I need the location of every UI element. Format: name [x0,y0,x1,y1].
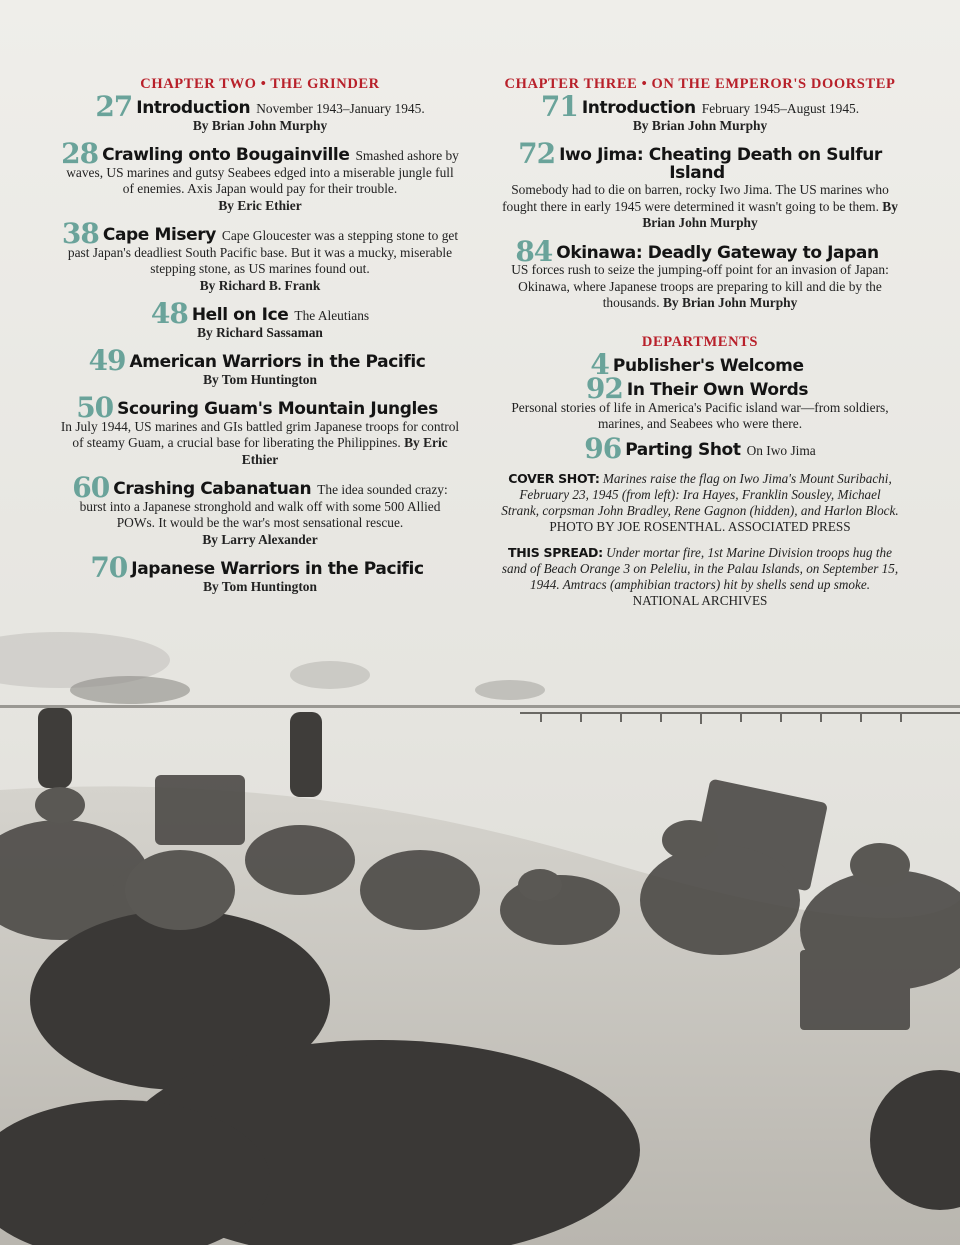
this-spread-credit [500,545,900,609]
entry-author: By Brian John Murphy [192,117,328,133]
entry-title: Japanese Warriors in the Pacific [131,559,424,579]
department-entry[interactable] [500,372,900,433]
entry-title: Crawling onto Bougainville [102,145,350,165]
entry-description: Somebody had to die on barren, rocky Iwo Jima. The US marines who fought there in early 1945 were determined it wasn't going to be them. [502,182,889,214]
credit-label: COVER SHOT: [508,471,600,486]
entry-title: Introduction [136,98,251,118]
entry-author: By Eric Ethier [218,197,302,213]
page-number: 50 [76,391,114,424]
entry-title: Hell on Ice [191,305,289,325]
entry-title: Cape Misery [102,225,216,245]
chapter-three-column [500,76,900,609]
page-number: 72 [518,137,556,170]
page-number: 28 [61,137,99,170]
entry-author: By Larry Alexander [202,531,318,547]
entry-description: February 1945–August 1945. [701,101,860,116]
entry-description: November 1943–January 1945. [256,101,425,116]
page-number: 96 [584,431,622,465]
page-number: 38 [61,217,99,250]
entry-title: Crashing Cabanatuan [113,479,312,499]
credit-source: NATIONAL ARCHIVES [632,593,768,608]
page-number: 84 [515,234,553,268]
page-number: 71 [540,90,578,123]
page-number: 27 [95,90,133,123]
credit-source: PHOTO BY JOE ROSENTHAL. ASSOCIATED PRESS [549,519,851,534]
credit-text: Marines raise the flag on Iwo Jima's Mount Suribachi, February 23, 1945 (from left): Ira Hayes, Franklin Sousley, Michael Strank, corpsman John Bradley, Rene Gagnon (hidden), and Harlon Block. [501,471,899,518]
entry-title: Scouring Guam's Mountain Jungles [117,399,438,419]
entry-title: Publisher's Welcome [612,355,804,376]
entry-author: By Richard Sassaman [197,324,323,340]
department-entry[interactable] [500,431,900,465]
entry-description: The idea sounded crazy: burst into a Japanese stronghold and walk off with some 500 Allied POWs. It would be the war's most sensational rescue. [79,482,448,530]
entry-title: In Their Own Words [626,380,809,400]
toc-entry[interactable] [60,471,460,548]
department-entry[interactable] [500,347,900,381]
page-number: 48 [150,297,188,330]
credit-label: THIS SPREAD: [508,545,603,560]
entry-author: By Brian John Murphy [662,295,798,310]
toc-entry[interactable] [60,137,460,214]
toc-entry[interactable] [60,90,460,134]
toc-entry[interactable] [60,297,460,341]
entry-author: By Eric Ethier [241,435,448,467]
page-number: 92 [585,372,623,405]
entry-author: By Tom Huntington [203,371,317,387]
entry-title: Okinawa: Deadly Gateway to Japan [556,242,879,263]
page-number: 70 [90,551,128,584]
entry-title: American Warriors in the Pacific [129,352,426,372]
entry-description: Smashed ashore by waves, US marines and gutsy Seabees edged into a miserable jungle full of enemies. Axis Japan would pay for their trouble. [66,148,459,196]
entry-title: Parting Shot [625,439,741,460]
chapter-two-heading: CHAPTER TWO • THE GRINDER [140,76,380,92]
toc-entry[interactable] [500,137,900,232]
entry-description: The Aleutians [294,308,370,323]
entry-author: By Brian John Murphy [632,117,768,133]
entry-description: On Iwo Jima [746,442,816,458]
entry-author: By Brian John Murphy [642,198,898,230]
entry-author: By Tom Huntington [203,578,317,594]
entry-author: By Richard B. Frank [199,277,321,293]
entry-description: In July 1944, US marines and GIs battled grim Japanese troops for control of steamy Guam, a crucial base for liberating the Philippines. [60,418,460,450]
entry-title: Iwo Jima: Cheating Death on Sulfur Island [559,145,882,183]
toc-entry[interactable] [60,551,460,595]
chapter-two-column [60,76,460,607]
departments-heading: DEPARTMENTS [641,333,759,350]
entry-description: US forces rush to seize the jumping-off point for an invasion of Japan: Okinawa, where Japanese troops are preparing to kill and die by the thousands. [511,262,889,310]
toc-entry[interactable] [500,90,900,134]
chapter-three-heading: CHAPTER THREE • ON THE EMPEROR'S DOORSTEP [504,76,896,92]
entry-description: Personal stories of life in America's Pacific island war—from soldiers, marines, and Seabees who were there. [511,399,889,431]
entry-description: Cape Gloucester was a stepping stone to get past Japan's deadliest South Pacific base. But it was a mucky, miserable stepping stone, as US marines found out. [67,228,459,276]
page-number: 4 [590,347,609,381]
toc-entry[interactable] [60,217,460,294]
cover-shot-credit [500,471,900,535]
page-number: 49 [88,344,126,377]
entry-title: Introduction [581,98,696,118]
toc-entry[interactable] [60,344,460,388]
page-number: 60 [72,471,110,504]
credit-text: Under mortar fire, 1st Marine Division troops hug the sand of Beach Orange 3 on Peleliu, in the Palau Islands, on September 15, 1944. Amtracs (amphibian tractors) hit by shells send up smoke. [501,545,899,592]
toc-entry[interactable] [60,391,460,468]
toc-entry[interactable] [500,234,900,312]
